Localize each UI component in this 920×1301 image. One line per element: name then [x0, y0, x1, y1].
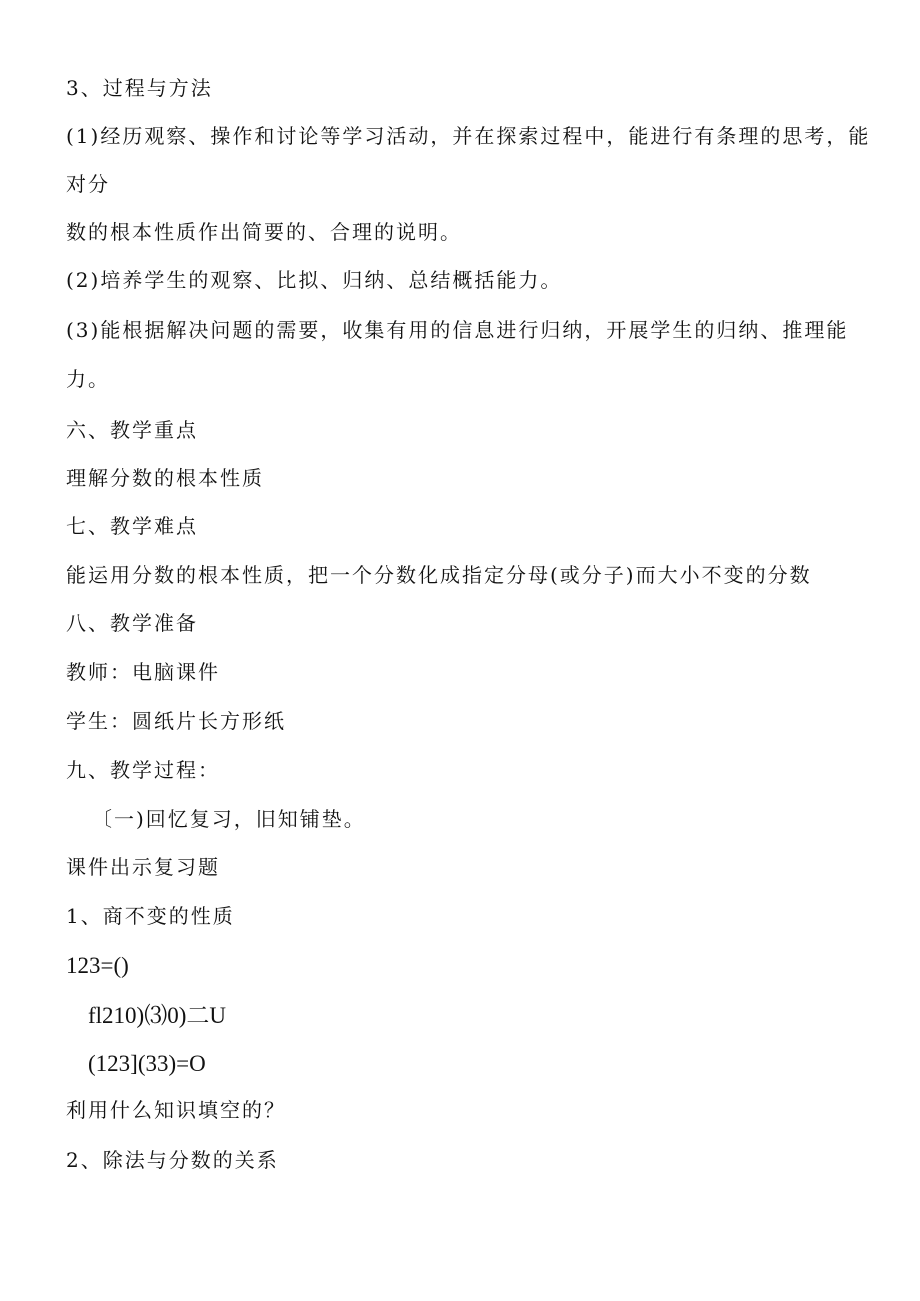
paragraph-line: 理解分数的根本性质 [66, 466, 264, 490]
paragraph-line: 教师：电脑课件 [66, 660, 220, 684]
paragraph-line: 2、除法与分数的关系 [66, 1148, 279, 1172]
section-heading-teaching-focus: 六、教学重点 [66, 418, 198, 442]
formula-line: 123=() [66, 953, 129, 978]
paragraph-line: 学生：圆纸片长方形纸 [66, 709, 286, 733]
paragraph-line: (2)培养学生的观察、比拟、归纳、总结概括能力。 [66, 268, 563, 292]
section-title-process-method: 3、过程与方法 [66, 76, 213, 100]
section-heading-teaching-process: 九、教学过程： [66, 758, 220, 782]
paragraph-line: (3)能根据解决问题的需要，收集有用的信息进行归纳，开展学生的归纳、推理能 [66, 318, 849, 342]
formula-line: (123](33)=O [88, 1051, 206, 1076]
section-heading-teaching-preparation: 八、教学准备 [66, 611, 198, 635]
section-heading-teaching-difficulty: 七、教学难点 [66, 514, 198, 538]
paragraph-line: 对分 [66, 172, 110, 196]
paragraph-line: (1)经历观察、操作和讨论等学习活动，并在探索过程中，能进行有条理的思考，能 [66, 124, 871, 148]
formula-line: fl210)⑶0)二U [88, 1003, 226, 1028]
paragraph-line: 能运用分数的根本性质，把一个分数化成指定分母(或分子)而大小不变的分数 [66, 563, 812, 587]
paragraph-line: 力。 [66, 367, 110, 391]
subsection-heading-review: 〔一)回忆复习，旧知铺垫。 [92, 807, 366, 831]
paragraph-line: 数的根本性质作出简要的、合理的说明。 [66, 220, 462, 244]
paragraph-line: 1、商不变的性质 [66, 904, 235, 928]
paragraph-line: 课件出示复习题 [66, 855, 220, 879]
paragraph-line: 利用什么知识填空的？ [66, 1098, 286, 1122]
